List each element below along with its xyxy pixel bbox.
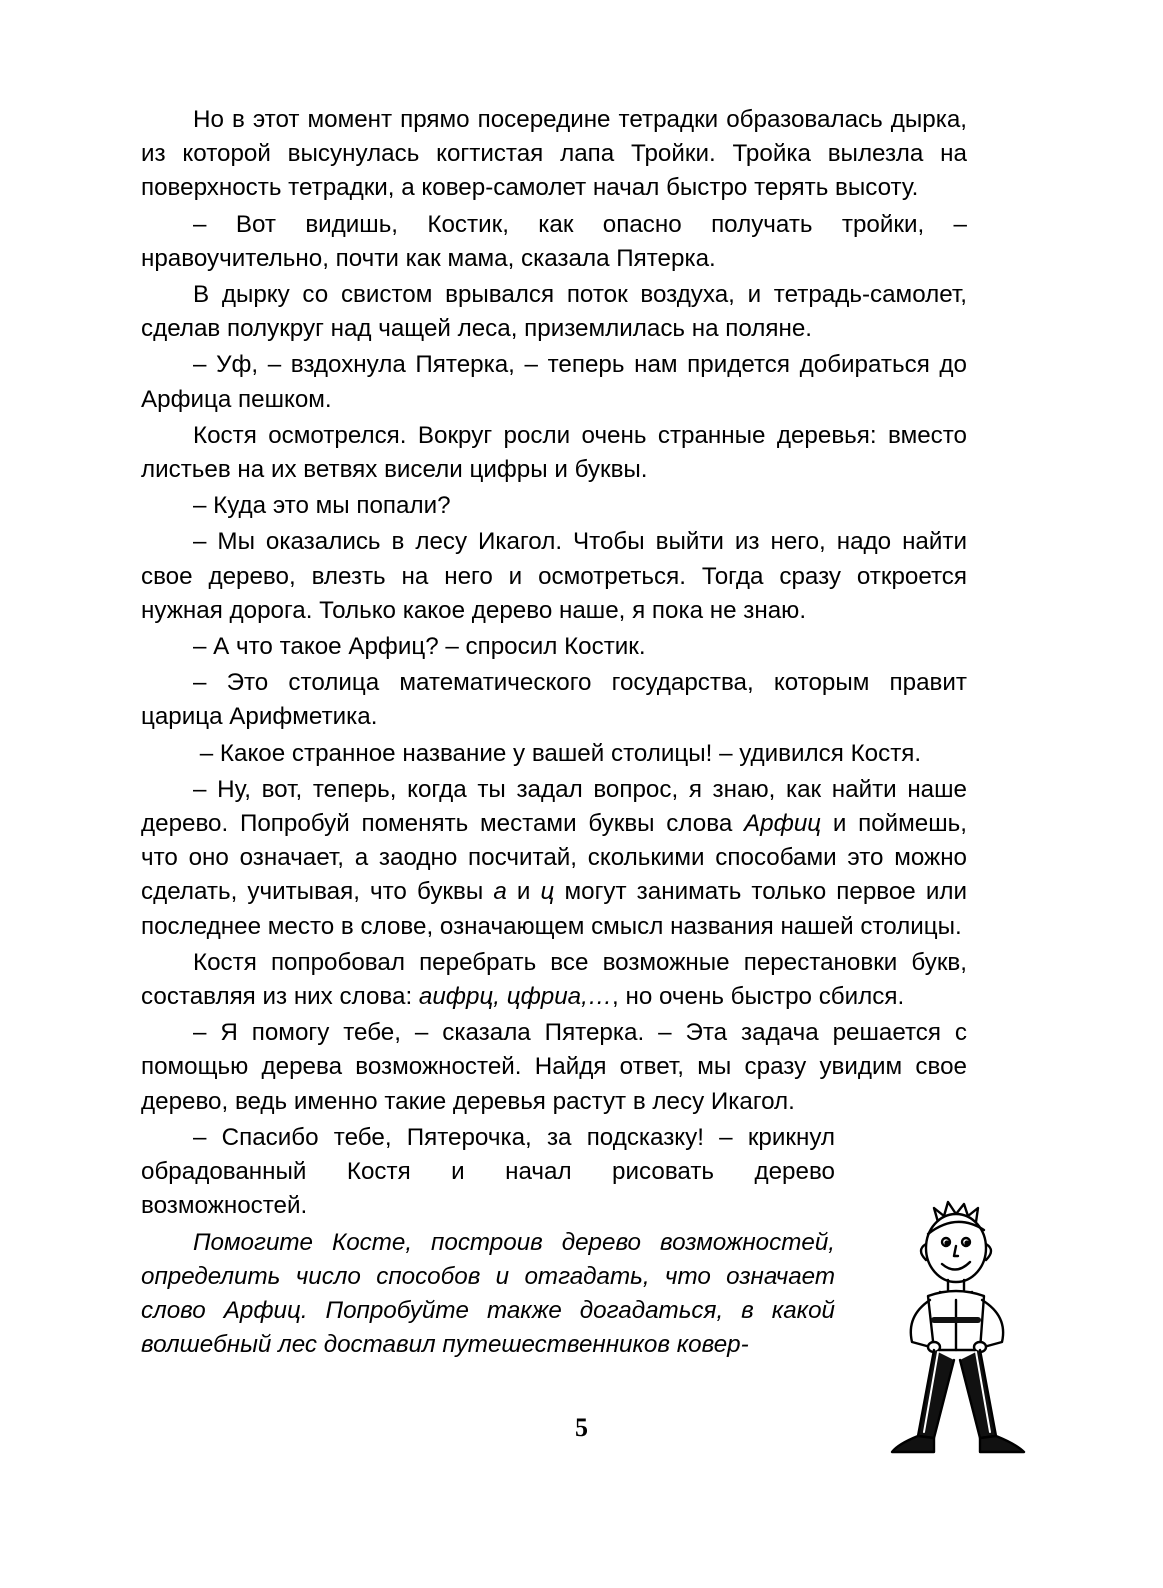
paragraph-10: – Какое странное название у вашей столицы! – удивился Костя.	[193, 739, 922, 767]
paragraph-2: – Вот видишь, Костик, как опасно получать тройки, – нравоучительно, почти как мама, сказала Пятерка.	[141, 210, 967, 272]
paragraph-12-part2: , но очень быстро сбился.	[612, 983, 905, 1011]
paragraph-7: – Мы оказались в лесу Икагол. Чтобы выйти из него, надо найти свое дерево, влезть на него и осмотреться. Тогда сразу откроется нужная дорога. Только какое дерево наше, я пока не знаю.	[141, 528, 967, 624]
paragraph-12-part1: Костя попробовал перебрать все возможные перестановки букв, составляя из них слова:	[141, 948, 967, 1011]
word-arfits: Арфиц	[744, 810, 822, 838]
paragraph-5: Костя осмотрелся. Вокруг росли очень странные деревья: вместо листьев на их ветвях висели цифры и буквы.	[141, 421, 967, 484]
paragraph-11-and: и	[506, 878, 541, 906]
paragraph-11-part3: могут занимать только первое или последнее место в слове, означающем смысл названия нашей столицы.	[141, 878, 968, 940]
paragraph-6: – Куда это мы попали?	[193, 492, 451, 520]
boy-character-illustration	[868, 1200, 1048, 1462]
paragraph-11-part1: – Ну, вот, теперь, когда ты задал вопрос, я знаю, как найти наше дерево. Попробуй поменять местами буквы слова	[141, 775, 967, 838]
letter-a: а	[493, 878, 507, 906]
paragraph-4: – Уф, – вздохнула Пятерка, – теперь нам придется добираться до Арфица пешком.	[141, 351, 967, 413]
paragraph-13: – Я помогу тебе, – сказала Пятерка. – Эта задача решается с помощью дерева возможностей. Найдя ответ, мы сразу увидим свое дерево, ведь именно такие деревья растут в лесу Икагол.	[141, 1019, 967, 1115]
paragraph-8: – А что такое Арфиц? – спросил Костик.	[193, 633, 646, 661]
paragraph-12	[141, 946, 967, 1014]
paragraph-11-part2: и поймешь, что оно означает, а заодно посчитай, сколькими способами это можно сделать, учитывая, что буквы	[141, 810, 967, 906]
task-text: Помогите Косте, построив дерево возможностей, определить число способов и отгадать, что означает слово Арфиц. Попробуйте также догадаться, в какой волшебный лес доставил путешественников ковер-	[141, 1228, 835, 1359]
letter-ts: ц	[540, 878, 555, 906]
paragraph-11	[141, 773, 967, 944]
page-body	[141, 103, 967, 1362]
paragraph-3: В дырку со свистом врывался поток воздуха, и тетрадь-самолет, сделав полукруг над чащей леса, приземлилась на поляне.	[141, 281, 967, 343]
paragraph-1: Но в этот момент прямо посередине тетрадки образовалась дырка, из которой высунулась когтистая лапа Тройки. Тройка вылезла на поверхность тетрадки, а ковер-самолет начал быстро терять высоту.	[141, 106, 967, 202]
page-number: 5	[575, 1413, 588, 1442]
paragraph-14: – Спасибо тебе, Пятерочка, за подсказку! – крикнул обрадованный Костя и начал рисовать дерево возможностей.	[141, 1123, 835, 1220]
permutation-examples: аифрц, цфриа,…	[418, 983, 613, 1011]
paragraph-9: – Это столица математического государства, которым правит царица Арифметика.	[141, 669, 967, 731]
